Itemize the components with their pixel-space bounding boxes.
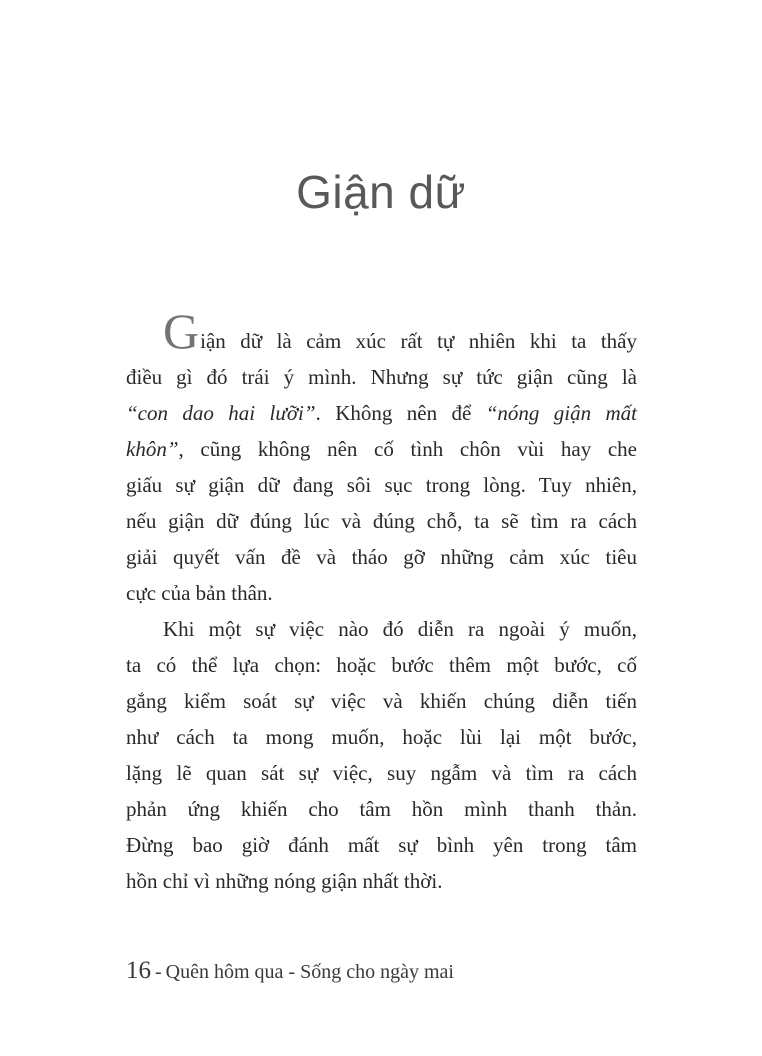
text-segment: nếu giận dữ đúng lúc và đúng chỗ, ta sẽ tìm ra cách: [126, 509, 637, 533]
chapter-title: Giận dữ: [296, 166, 466, 218]
text-line: [126, 359, 637, 395]
body-text: [126, 303, 638, 899]
text-line: [126, 827, 637, 863]
text-line: [126, 719, 637, 755]
text-segment: giải quyết vấn đề và tháo gỡ những cảm xúc tiêu: [126, 545, 637, 569]
text-line: [126, 539, 637, 575]
text-segment: phản ứng khiến cho tâm hồn mình thanh thản.: [126, 797, 637, 821]
text-line: [126, 467, 637, 503]
text-line: [126, 791, 637, 827]
text-segment: “nóng giận mất: [485, 401, 638, 425]
dropcap-initial: G: [163, 303, 200, 359]
text-segment: hồn chỉ vì những nóng giận nhất thời.: [126, 869, 443, 893]
text-segment: gắng kiểm soát sự việc và khiến chúng diễn tiến: [126, 689, 637, 713]
text-segment: cực của bản thân.: [126, 581, 273, 605]
footer-separator: -: [155, 961, 162, 983]
text-line: [126, 503, 637, 539]
text-line: [126, 683, 637, 719]
text-segment: điều gì đó trái ý mình. Nhưng sự tức giận cũng là: [126, 365, 637, 389]
text-segment: ta có thể lựa chọn: hoặc bước thêm một bước, cố: [126, 653, 637, 677]
text-line: [126, 755, 637, 791]
page-number: 16: [126, 957, 151, 984]
page-footer: [126, 957, 454, 986]
text-segment: Đừng bao giờ đánh mất sự bình yên trong tâm: [126, 833, 637, 857]
book-title: Quên hôm qua - Sống cho ngày mai: [165, 961, 454, 983]
paragraph: [126, 303, 638, 611]
text-line: [126, 431, 637, 467]
text-line: [126, 303, 637, 359]
paragraph: [126, 611, 637, 899]
text-segment: giấu sự giận dữ đang sôi sục trong lòng. Tuy nhiên,: [126, 473, 637, 497]
text-segment: iận dữ là cảm xúc rất tự nhiên khi ta thấy: [200, 329, 637, 353]
text-segment: lặng lẽ quan sát sự việc, suy ngẫm và tìm ra cách: [126, 761, 637, 785]
text-segment: khôn”: [126, 437, 179, 461]
text-line: [126, 611, 637, 647]
text-segment: như cách ta mong muốn, hoặc lùi lại một bước,: [126, 725, 637, 749]
text-segment: , cũng không nên cố tình chôn vùi hay che: [178, 437, 637, 461]
text-segment: “con dao hai lưỡi”: [126, 401, 316, 425]
text-segment: . Không nên để: [315, 401, 486, 425]
text-line: [126, 647, 637, 683]
text-segment: Khi một sự việc nào đó diễn ra ngoài ý muốn,: [163, 617, 637, 641]
text-line: [126, 395, 637, 431]
